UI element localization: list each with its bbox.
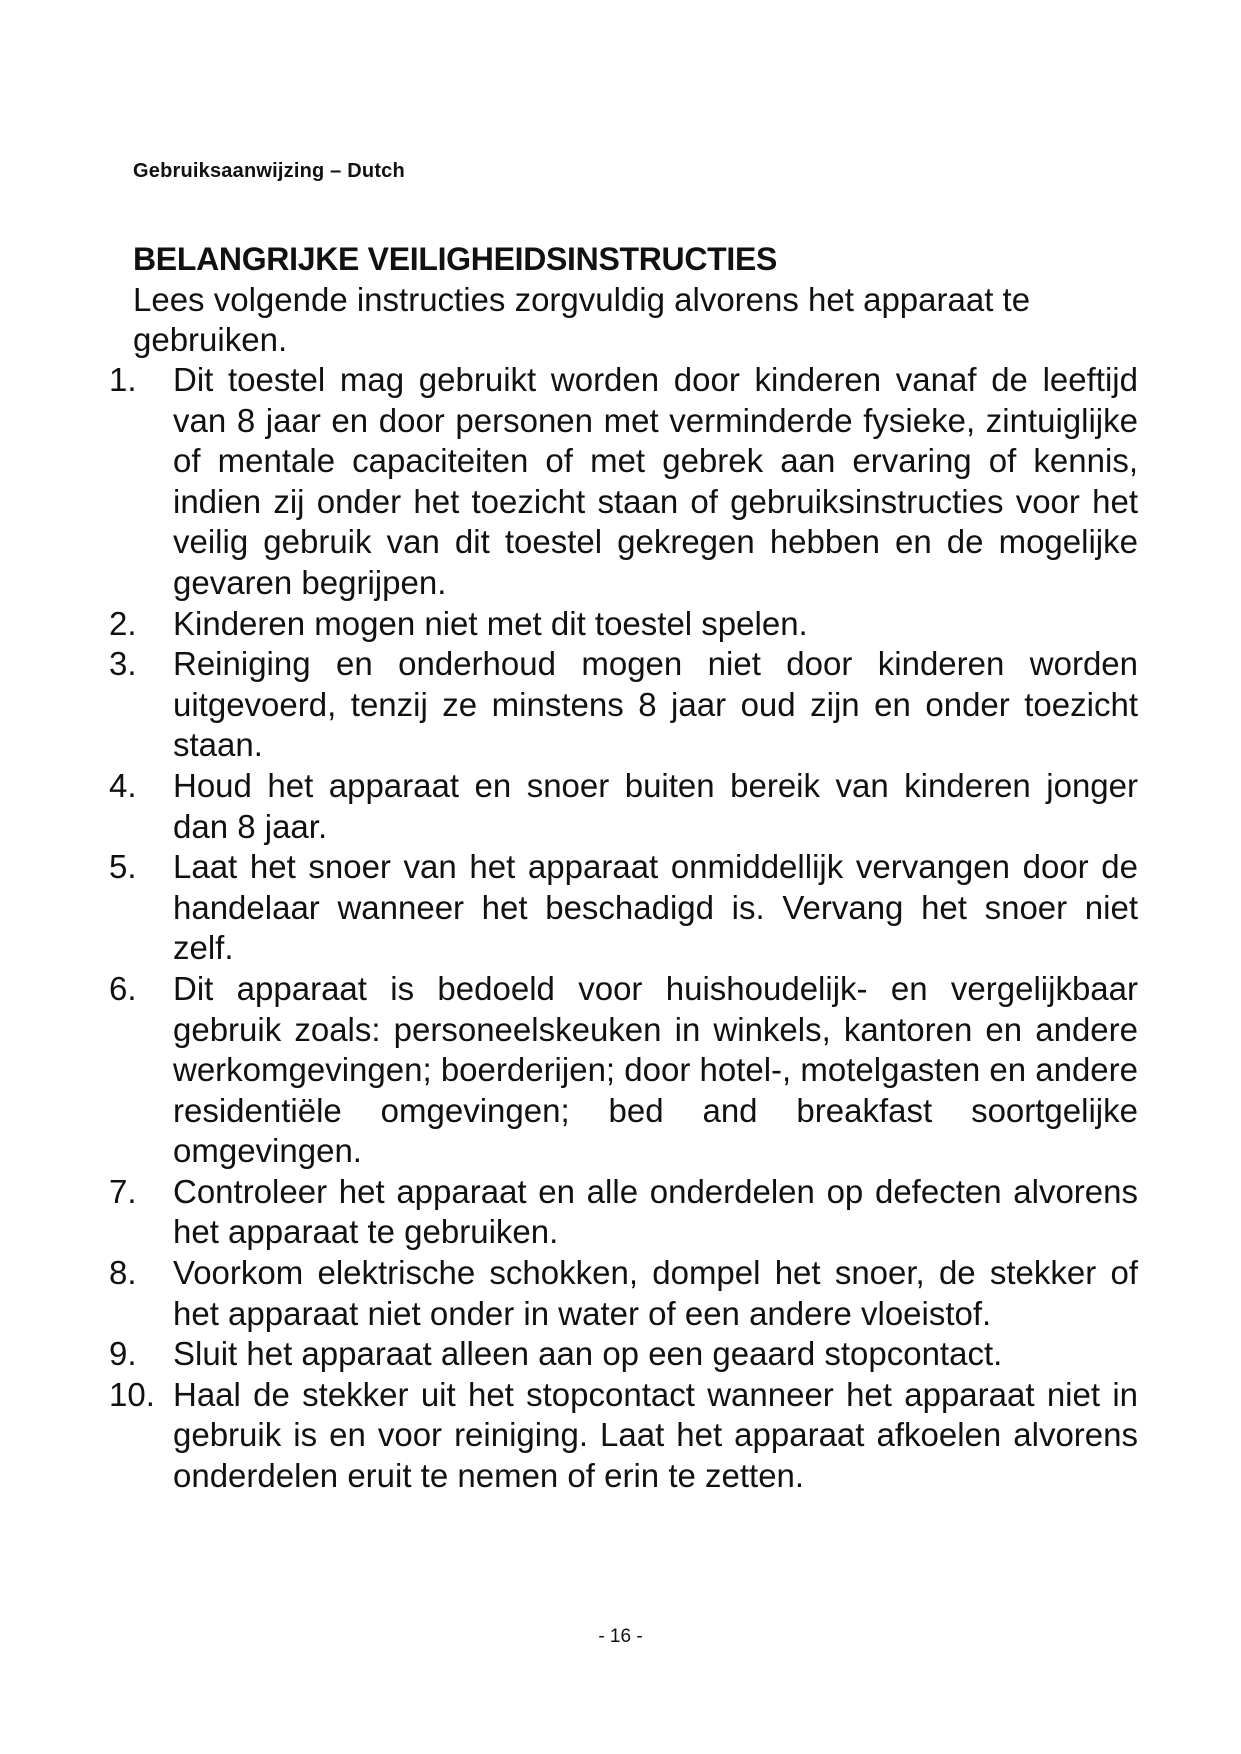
document-language-header: Gebruiksaanwijzing – Dutch [133,160,405,182]
instruction-text: Laat het snoer van het apparaat onmiddellijk vervangen door de handelaar wanneer het beschadigd is. Vervang het snoer niet zelf. [173,848,1138,967]
instruction-number: 6. [109,969,137,1007]
instruction-item [109,969,1138,1172]
instruction-text: Kinderen mogen niet met dit toestel spelen. [173,604,808,642]
instruction-number: 4. [109,766,137,804]
instruction-number: 7. [109,1172,137,1210]
instruction-text: Reiniging en onderhoud mogen niet door kinderen worden uitgevoerd, tenzij ze minstens 8 jaar oud zijn en onder toezicht staan. [173,645,1138,764]
instruction-text: Houd het apparaat en snoer buiten bereik van kinderen jonger dan 8 jaar. [173,766,1138,845]
instruction-text: Dit toestel mag gebruikt worden door kinderen vanaf de leeftijd van 8 jaar en door personen met verminderde fysieke, zintuiglijke of mentale capaciteiten of met gebrek aan ervaring of kennis, indien zij onder het toezicht staan of gebruiksinstructies voor het veilig gebruik van dit toestel gekregen hebben en de mogelijke gevaren begrijpen. [173,361,1138,601]
instruction-item [109,1334,1138,1375]
instruction-number: 10. [109,1375,155,1413]
instruction-item [109,847,1138,969]
instruction-number: 5. [109,848,137,886]
instruction-number: 1. [109,361,137,398]
instruction-item [109,604,1138,645]
instruction-number: 2. [109,604,137,642]
instruction-number: 9. [109,1335,137,1373]
instruction-item [109,1253,1138,1334]
instruction-number: 8. [109,1254,137,1292]
instruction-item [109,1172,1138,1253]
instruction-number: 3. [109,645,137,683]
instruction-text: Controleer het apparaat en alle onderdelen op defecten alvorens het apparaat te gebruiken. [173,1172,1138,1251]
safety-section [109,238,1138,1497]
instruction-item [109,644,1138,766]
instruction-item [109,1375,1138,1497]
section-intro: Lees volgende instructies zorgvuldig alvorens het apparaat te gebruiken. [133,281,1031,358]
section-title: BELANGRIJKE VEILIGHEIDSINSTRUCTIES [133,241,778,277]
instruction-item [109,360,1138,604]
instruction-item [109,766,1138,847]
instruction-text: Sluit het apparaat alleen aan op een geaard stopcontact. [173,1335,1003,1373]
instruction-text: Haal de stekker uit het stopcontact wanneer het apparaat niet in gebruik is en voor reiniging. Laat het apparaat afkoelen alvorens onderdelen eruit te nemen of erin te zetten. [173,1375,1138,1495]
instruction-text: Voorkom elektrische schokken, dompel het snoer, de stekker of het apparaat niet onder in water of een andere vloeistof. [173,1254,1138,1332]
instruction-list [109,360,1138,1497]
instruction-text: Dit apparaat is bedoeld voor huishoudelijk- en vergelijkbaar gebruik zoals: personeelskeuken in winkels, kantoren en andere werkomgevingen; boerderijen; door hotel-, motelgasten en andere residentiële omgevingen; bed and breakfast soortgelijke omgevingen. [173,969,1138,1170]
page-number: - 16 - [598,1626,643,1647]
